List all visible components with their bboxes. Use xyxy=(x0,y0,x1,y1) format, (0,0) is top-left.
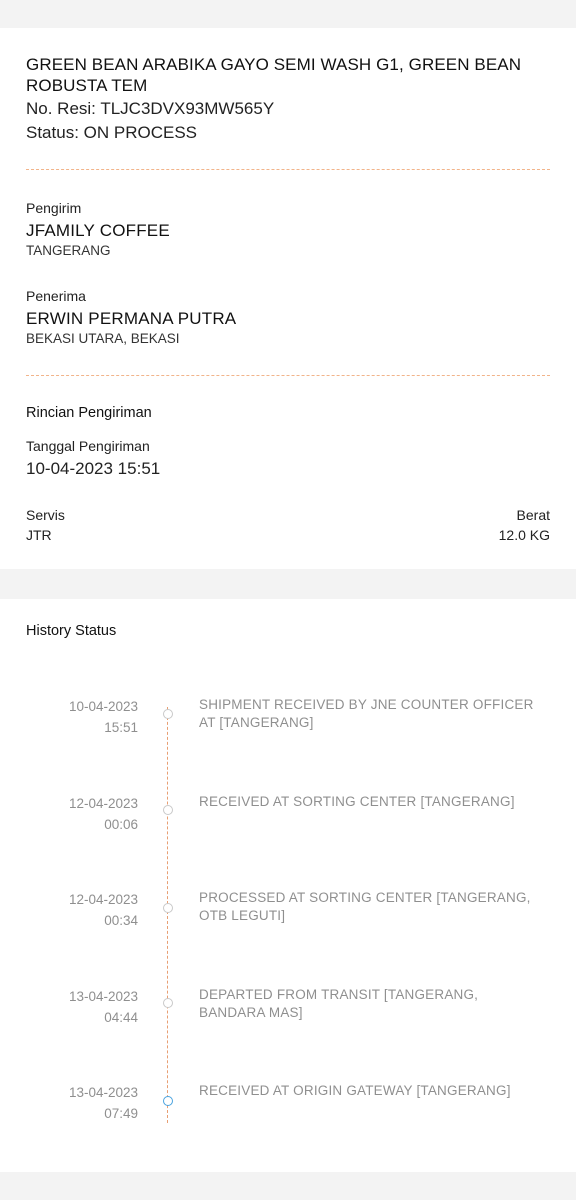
shipping-date-label: Tanggal Pengiriman xyxy=(26,438,150,454)
shipping-date-value: 10-04-2023 15:51 xyxy=(26,459,161,478)
history-event-date: 12-04-2023 xyxy=(68,892,138,907)
history-event-time: 07:49 xyxy=(104,1106,138,1121)
product-title: GREEN BEAN ARABIKA GAYO SEMI WASH G1, GREEN BEAN ROBUSTA TEM xyxy=(26,55,522,95)
history-event-time: 00:06 xyxy=(104,817,138,832)
shipment-info-card xyxy=(0,28,576,569)
history-heading: History Status xyxy=(26,623,117,639)
history-event-time: 04:44 xyxy=(104,1010,138,1025)
history-event-datetime xyxy=(69,696,138,738)
shipping-details-heading: Rincian Pengiriman xyxy=(26,405,152,421)
timeline-dot-icon xyxy=(163,903,173,913)
history-event-description: PROCESSED AT SORTING CENTER [TANGERANG, OTB LEGUTI] xyxy=(199,890,531,923)
history-event-datetime xyxy=(69,986,138,1028)
history-event-datetime xyxy=(69,793,138,835)
receiver-city: BEKASI UTARA, BEKASI xyxy=(26,331,180,346)
history-event-description: RECEIVED AT ORIGIN GATEWAY [TANGERANG] xyxy=(199,1083,511,1098)
history-event-date: 10-04-2023 xyxy=(68,699,138,714)
weight-value: 12.0 KG xyxy=(498,527,550,543)
timeline-line xyxy=(167,707,168,1123)
service-label: Servis xyxy=(26,507,65,523)
history-event-datetime xyxy=(69,1082,138,1124)
timeline-dot-active-icon xyxy=(163,1096,173,1106)
history-event-datetime xyxy=(69,889,138,931)
history-event-time: 00:34 xyxy=(104,913,138,928)
history-event-description: RECEIVED AT SORTING CENTER [TANGERANG] xyxy=(199,794,515,809)
history-event-date: 13-04-2023 xyxy=(68,1085,138,1100)
sender-name: JFAMILY COFFEE xyxy=(26,221,170,240)
weight-label: Berat xyxy=(516,507,550,523)
service-value: JTR xyxy=(26,527,52,543)
divider xyxy=(26,375,550,376)
history-event-date: 12-04-2023 xyxy=(68,796,138,811)
timeline-dot-icon xyxy=(163,998,173,1008)
sender-city: TANGERANG xyxy=(26,243,111,258)
timeline-dot-icon xyxy=(163,709,173,719)
history-event-description: DEPARTED FROM TRANSIT [TANGERANG, BANDARA MAS] xyxy=(199,987,479,1020)
top-strip xyxy=(0,0,576,28)
tracking-number: No. Resi: TLJC3DVX93MW565Y xyxy=(26,99,275,118)
shipment-status: Status: ON PROCESS xyxy=(26,123,197,142)
history-event-description: SHIPMENT RECEIVED BY JNE COUNTER OFFICER AT [TANGERANG] xyxy=(199,697,534,730)
history-event-time: 15:51 xyxy=(104,720,138,735)
history-event-date: 13-04-2023 xyxy=(68,989,138,1004)
timeline-dot-icon xyxy=(163,805,173,815)
receiver-name: ERWIN PERMANA PUTRA xyxy=(26,309,237,328)
divider xyxy=(26,169,550,170)
history-card xyxy=(0,599,576,1172)
receiver-label: Penerima xyxy=(26,288,86,304)
sender-label: Pengirim xyxy=(26,200,82,216)
section-gap xyxy=(0,569,576,599)
